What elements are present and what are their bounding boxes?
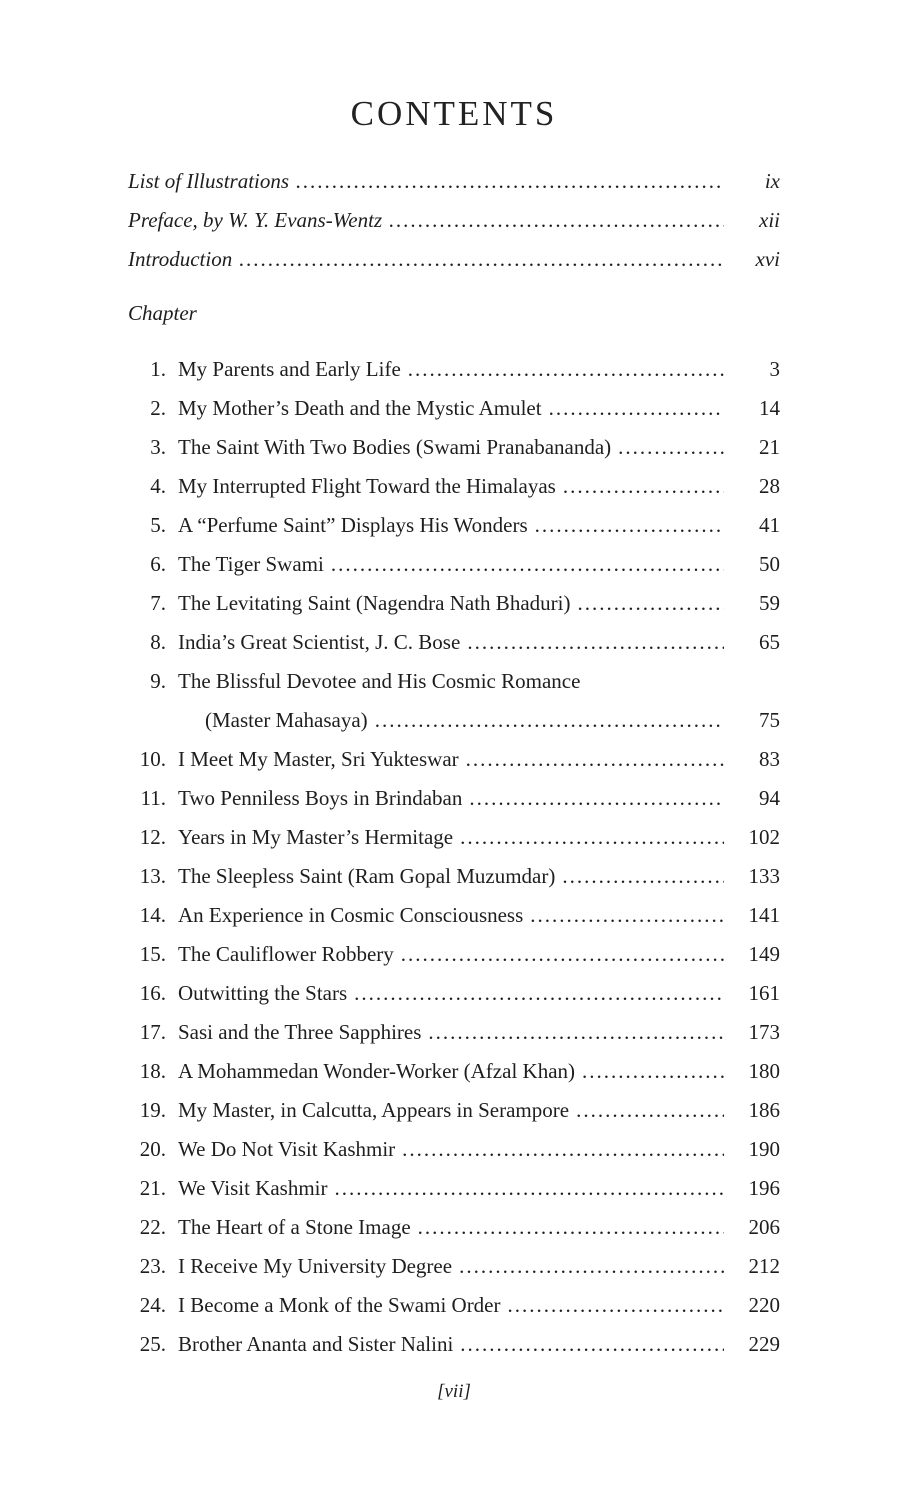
- chapter-title: The Saint With Two Bodies (Swami Pranabananda): [178, 435, 612, 460]
- dot-leader: [563, 467, 724, 506]
- chapter-row: [128, 1247, 780, 1286]
- chapter-title: We Visit Kashmir: [178, 1176, 328, 1201]
- dot-leader: [535, 506, 724, 545]
- chapter-title: My Parents and Early Life: [178, 357, 401, 382]
- page-number: 190: [748, 1137, 780, 1162]
- dot-leader: [408, 350, 724, 389]
- page-number: 3: [769, 357, 780, 382]
- page-number: 14: [759, 396, 780, 421]
- chapter-number: 8.: [150, 630, 166, 655]
- chapter-number: 18.: [139, 1059, 166, 1084]
- chapter-title: Outwitting the Stars: [178, 981, 348, 1006]
- page-number: 141: [748, 903, 780, 928]
- chapter-title: The Sleepless Saint (Ram Gopal Muzumdar): [178, 864, 556, 889]
- chapter-title: I Receive My University Degree: [178, 1254, 453, 1279]
- page-number: 28: [759, 474, 780, 499]
- front-matter-row: [128, 240, 780, 279]
- chapter-number: 5.: [150, 513, 166, 538]
- folio-page-number: [vii]: [437, 1381, 471, 1403]
- chapter-title: I Become a Monk of the Swami Order: [178, 1293, 501, 1318]
- chapter-title: We Do Not Visit Kashmir: [178, 1137, 396, 1162]
- dot-leader: [375, 701, 724, 740]
- chapter-number: 15.: [139, 942, 166, 967]
- chapter-number: 17.: [139, 1020, 166, 1045]
- dot-leader: [618, 428, 724, 467]
- chapter-number: 21.: [139, 1176, 166, 1201]
- chapter-row: [128, 584, 780, 623]
- chapter-number: 2.: [150, 396, 166, 421]
- chapter-title-continuation: (Master Mahasaya): [205, 708, 368, 733]
- dot-leader: [296, 162, 724, 201]
- dot-leader: [549, 389, 724, 428]
- chapter-title: The Cauliflower Robbery: [178, 942, 394, 967]
- chapter-row: [128, 857, 780, 896]
- chapter-number: 22.: [139, 1215, 166, 1240]
- chapter-title: Brother Ananta and Sister Nalini: [178, 1332, 454, 1357]
- chapter-row: [128, 506, 780, 545]
- page-number: ix: [764, 169, 780, 193]
- dot-leader: [562, 857, 724, 896]
- chapter-number: 14.: [139, 903, 166, 928]
- chapter-number: 19.: [139, 1098, 166, 1123]
- chapter-title: The Blissful Devotee and His Cosmic Romance: [178, 669, 581, 694]
- dot-leader: [469, 779, 724, 818]
- page-number: 41: [759, 513, 780, 538]
- page-number: 196: [748, 1176, 780, 1201]
- chapter-row: [128, 1325, 780, 1364]
- page-number: 102: [748, 825, 780, 850]
- page-number: 229: [748, 1332, 780, 1357]
- entry-label: List of Illustrations: [128, 169, 290, 193]
- chapter-title: Years in My Master’s Hermitage: [178, 825, 454, 850]
- dot-leader: [460, 818, 724, 857]
- chapter-row: [128, 779, 780, 818]
- chapter-row: [128, 662, 780, 701]
- page-number: 180: [748, 1059, 780, 1084]
- dot-leader: [577, 584, 724, 623]
- dot-leader: [459, 1247, 724, 1286]
- entry-label: Introduction: [128, 247, 233, 271]
- dot-leader: [508, 1286, 725, 1325]
- dot-leader: [389, 201, 724, 240]
- chapter-number: 3.: [150, 435, 166, 460]
- dot-leader: [331, 545, 724, 584]
- dot-leader: [466, 740, 724, 779]
- chapter-row: [128, 1286, 780, 1325]
- chapter-number: 24.: [139, 1293, 166, 1318]
- chapter-title: The Heart of a Stone Image: [178, 1215, 411, 1240]
- chapter-row: [128, 896, 780, 935]
- page-number: 65: [759, 630, 780, 655]
- page-number: 220: [748, 1293, 780, 1318]
- chapter-row: [128, 1130, 780, 1169]
- chapter-row: [128, 740, 780, 779]
- chapter-title: Two Penniless Boys in Brindaban: [178, 786, 463, 811]
- dot-leader: [239, 240, 724, 279]
- page-number: 21: [759, 435, 780, 460]
- chapter-row: [128, 1169, 780, 1208]
- page-number: xvi: [755, 247, 780, 271]
- page-number: 173: [748, 1020, 780, 1045]
- dot-leader: [354, 974, 724, 1013]
- page-number: 149: [748, 942, 780, 967]
- chapter-row: [128, 467, 780, 506]
- page-number: 133: [748, 864, 780, 889]
- dot-leader: [428, 1013, 724, 1052]
- chapter-row: [128, 935, 780, 974]
- chapter-row: [128, 1052, 780, 1091]
- chapter-heading: Chapter: [128, 301, 197, 325]
- page-number: xii: [759, 208, 780, 232]
- chapter-row: [128, 974, 780, 1013]
- dot-leader: [401, 935, 724, 974]
- dot-leader: [582, 1052, 724, 1091]
- page-number: 59: [759, 591, 780, 616]
- chapter-row: [128, 428, 780, 467]
- page-number: 75: [759, 708, 780, 733]
- front-matter-row: [128, 201, 780, 240]
- chapter-number: 6.: [150, 552, 166, 577]
- chapter-row-continuation: [128, 701, 780, 740]
- page-number: 206: [748, 1215, 780, 1240]
- chapter-number: 4.: [150, 474, 166, 499]
- chapter-number: 13.: [139, 864, 166, 889]
- chapter-title: My Mother’s Death and the Mystic Amulet: [178, 396, 542, 421]
- chapter-row: [128, 1091, 780, 1130]
- dot-leader: [460, 1325, 724, 1364]
- chapter-row: [128, 1013, 780, 1052]
- chapter-title: A “Perfume Saint” Displays His Wonders: [178, 513, 528, 538]
- chapter-number: 16.: [139, 981, 166, 1006]
- chapter-row: [128, 1208, 780, 1247]
- page-number: 83: [759, 747, 780, 772]
- page-number: 161: [748, 981, 780, 1006]
- chapter-title: A Mohammedan Wonder-Worker (Afzal Khan): [178, 1059, 576, 1084]
- front-matter-section: [128, 162, 780, 279]
- chapter-title: An Experience in Cosmic Consciousness: [178, 903, 524, 928]
- chapter-number: 1.: [150, 357, 166, 382]
- chapter-row: [128, 545, 780, 584]
- chapter-row: [128, 389, 780, 428]
- chapter-number: 20.: [139, 1137, 166, 1162]
- chapter-number: 7.: [150, 591, 166, 616]
- front-matter-row: [128, 162, 780, 201]
- chapter-number: 9.: [150, 669, 166, 694]
- chapter-title: My Master, in Calcutta, Appears in Serampore: [178, 1098, 570, 1123]
- chapter-title: India’s Great Scientist, J. C. Bose: [178, 630, 461, 655]
- chapter-title: The Levitating Saint (Nagendra Nath Bhaduri): [178, 591, 571, 616]
- entry-label: Preface, by W. Y. Evans-Wentz: [128, 208, 383, 232]
- page-number: 50: [759, 552, 780, 577]
- chapter-row: [128, 818, 780, 857]
- chapter-title: Sasi and the Three Sapphires: [178, 1020, 422, 1045]
- chapter-row: [128, 350, 780, 389]
- chapter-title: My Interrupted Flight Toward the Himalayas: [178, 474, 556, 499]
- chapter-number: 25.: [139, 1332, 166, 1357]
- dot-leader: [530, 896, 724, 935]
- page-title: CONTENTS: [350, 94, 558, 133]
- chapter-title: The Tiger Swami: [178, 552, 324, 577]
- chapter-number: 12.: [139, 825, 166, 850]
- dot-leader: [334, 1169, 724, 1208]
- chapter-title: I Meet My Master, Sri Yukteswar: [178, 747, 459, 772]
- chapter-number: 23.: [139, 1254, 166, 1279]
- chapter-number: 11.: [140, 786, 166, 811]
- dot-leader: [402, 1130, 724, 1169]
- page-number: 186: [748, 1098, 780, 1123]
- dot-leader: [418, 1208, 724, 1247]
- page-number: 212: [748, 1254, 780, 1279]
- page-number: 94: [759, 786, 780, 811]
- dot-leader: [467, 623, 724, 662]
- dot-leader: [576, 1091, 724, 1130]
- chapter-list: [128, 350, 780, 1364]
- chapter-number: 10.: [139, 747, 166, 772]
- chapter-row: [128, 623, 780, 662]
